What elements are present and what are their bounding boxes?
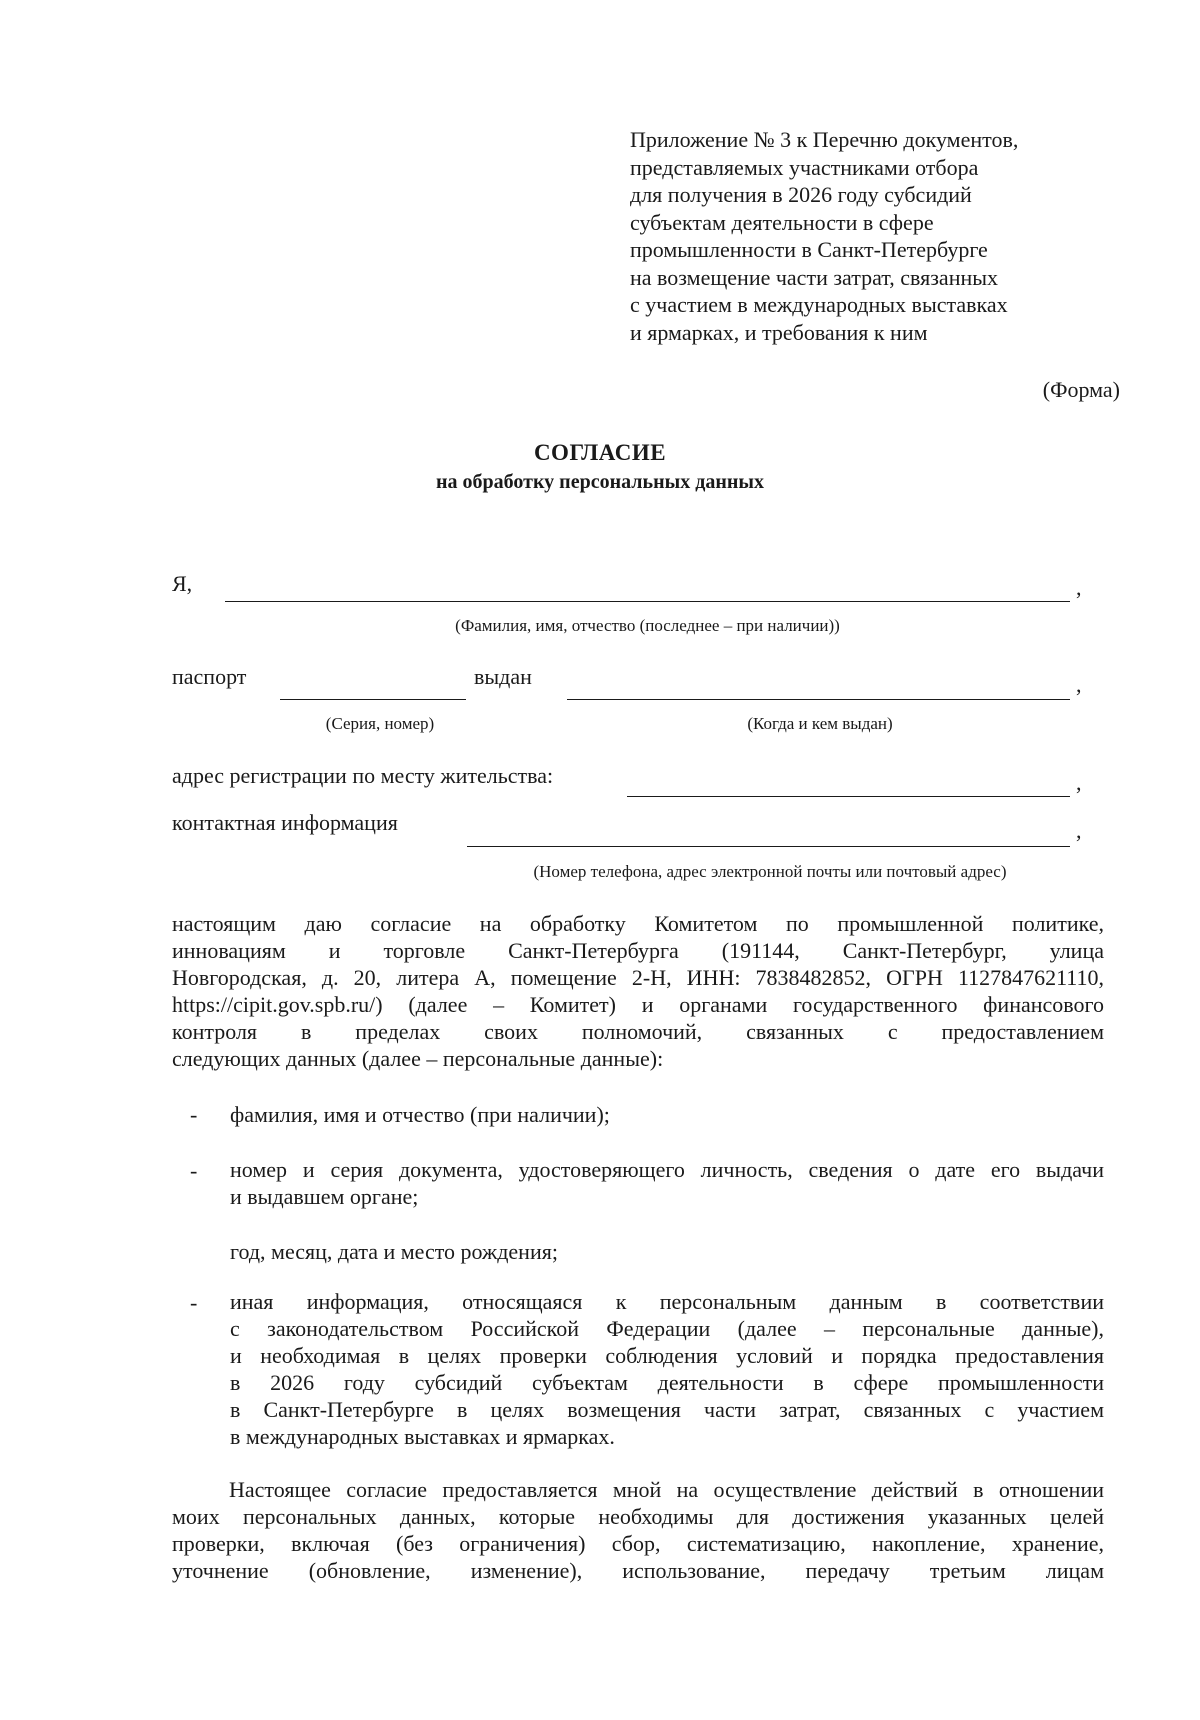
appendix-line: Приложение № 3 к Перечню документов,: [630, 127, 1019, 152]
passport-issued-field-line[interactable]: [567, 699, 1070, 700]
form-mark: (Форма): [1042, 377, 1120, 402]
issued-label: выдан: [474, 664, 532, 689]
list-dash: -: [190, 1290, 198, 1315]
list-item-text: год, месяц, дата и место рождения;: [230, 1239, 558, 1264]
list-dash: -: [190, 1102, 198, 1127]
document-subtitle: на обработку персональных данных: [436, 471, 764, 493]
paragraph-line: проверки, включая (без ограничения) сбор, систематизацию, накопление, хранение,: [172, 1531, 1104, 1556]
appendix-line: промышленности в Санкт-Петербурге: [630, 237, 988, 262]
list-item: [230, 1156, 1104, 1210]
list-item-line: номер и серия документа, удостоверяющего личность, сведения о дате его выдачи: [230, 1157, 1104, 1182]
list-item-line: и необходимая в целях проверки соблюдения условий и порядка предоставления: [230, 1343, 1104, 1368]
list-item-line: в 2026 году субсидий субъектам деятельности в сфере промышленности: [230, 1370, 1104, 1395]
appendix-line: на возмещение части затрат, связанных: [630, 264, 999, 290]
contact-field-line[interactable]: [467, 846, 1070, 847]
fio-field-line[interactable]: [225, 601, 1070, 602]
address-field-line[interactable]: [627, 796, 1070, 797]
address-label: адрес регистрации по месту жительства:: [172, 763, 554, 788]
fio-comma: ,: [1076, 575, 1082, 600]
paragraph-line: инновациям и торговле Санкт-Петербурга (191144, Санкт-Петербург, улица: [172, 938, 1104, 963]
list-item-line: с законодательством Российской Федерации (далее – персональные данные),: [230, 1316, 1104, 1341]
paragraph-line: следующих данных (далее – персональные данные):: [172, 1046, 664, 1071]
list-item-line: в международных выставках и ярмарках.: [230, 1424, 615, 1449]
paragraph-line: https://cipit.gov.spb.ru/) (далее – Комитет) и органами государственного финансового: [172, 992, 1104, 1017]
paragraph-line: Новгородская, д. 20, литера А, помещение 2-Н, ИНН: 7838482852, ОГРН 1127847621110,: [172, 965, 1104, 990]
paragraph-line: уточнение (обновление, изменение), использование, передачу третьим лицам: [172, 1558, 1104, 1583]
document-title: СОГЛАСИЕ: [533, 440, 667, 465]
contact-comma: ,: [1076, 818, 1082, 843]
address-comma: ,: [1076, 770, 1082, 795]
appendix-line: представляемых участниками отбора: [630, 154, 979, 180]
issued-caption: (Когда и кем выдан): [747, 714, 893, 733]
list-item: [230, 1288, 1104, 1450]
appendix-line: и ярмарках, и требования к ним: [630, 319, 928, 345]
passport-comma: ,: [1076, 672, 1082, 697]
final-paragraph: [172, 1476, 1104, 1584]
ya-label: Я,: [172, 571, 193, 596]
list-item: [230, 1101, 1104, 1128]
list-item-continuation: [230, 1238, 1104, 1265]
appendix-line: субъектам деятельности в сфере: [630, 209, 934, 235]
paragraph-line: моих персональных данных, которые необходимы для достижения указанных целей: [172, 1504, 1104, 1529]
paragraph-line: Настоящее согласие предоставляется мной на осуществление действий в отношении: [229, 1477, 1104, 1502]
appendix-line: с участием в международных выставках: [630, 292, 1008, 317]
appendix-header: [630, 126, 1150, 346]
list-item-text: фамилия, имя и отчество (при наличии);: [230, 1102, 610, 1127]
contact-label: контактная информация: [172, 810, 398, 835]
list-item-line: в Санкт-Петербурге в целях возмещения части затрат, связанных с участием: [230, 1397, 1104, 1422]
appendix-line: для получения в 2026 году субсидий: [630, 182, 972, 207]
list-item-line: иная информация, относящаяся к персональным данным в соответствии: [230, 1289, 1104, 1314]
contact-caption: (Номер телефона, адрес электронной почты или почтовый адрес): [533, 862, 1007, 881]
list-dash: -: [190, 1158, 198, 1183]
consent-paragraph: [172, 910, 1104, 1072]
paragraph-line: настоящим даю согласие на обработку Комитетом по промышленной политике,: [172, 911, 1104, 936]
list-item-line: и выдавшем органе;: [230, 1184, 419, 1209]
series-caption: (Серия, номер): [325, 714, 435, 733]
paragraph-line: контроля в пределах своих полномочий, связанных с предоставлением: [172, 1019, 1104, 1044]
fio-caption: (Фамилия, имя, отчество (последнее – при наличии)): [455, 616, 840, 635]
passport-label: паспорт: [172, 664, 247, 689]
passport-series-field-line[interactable]: [280, 699, 466, 700]
